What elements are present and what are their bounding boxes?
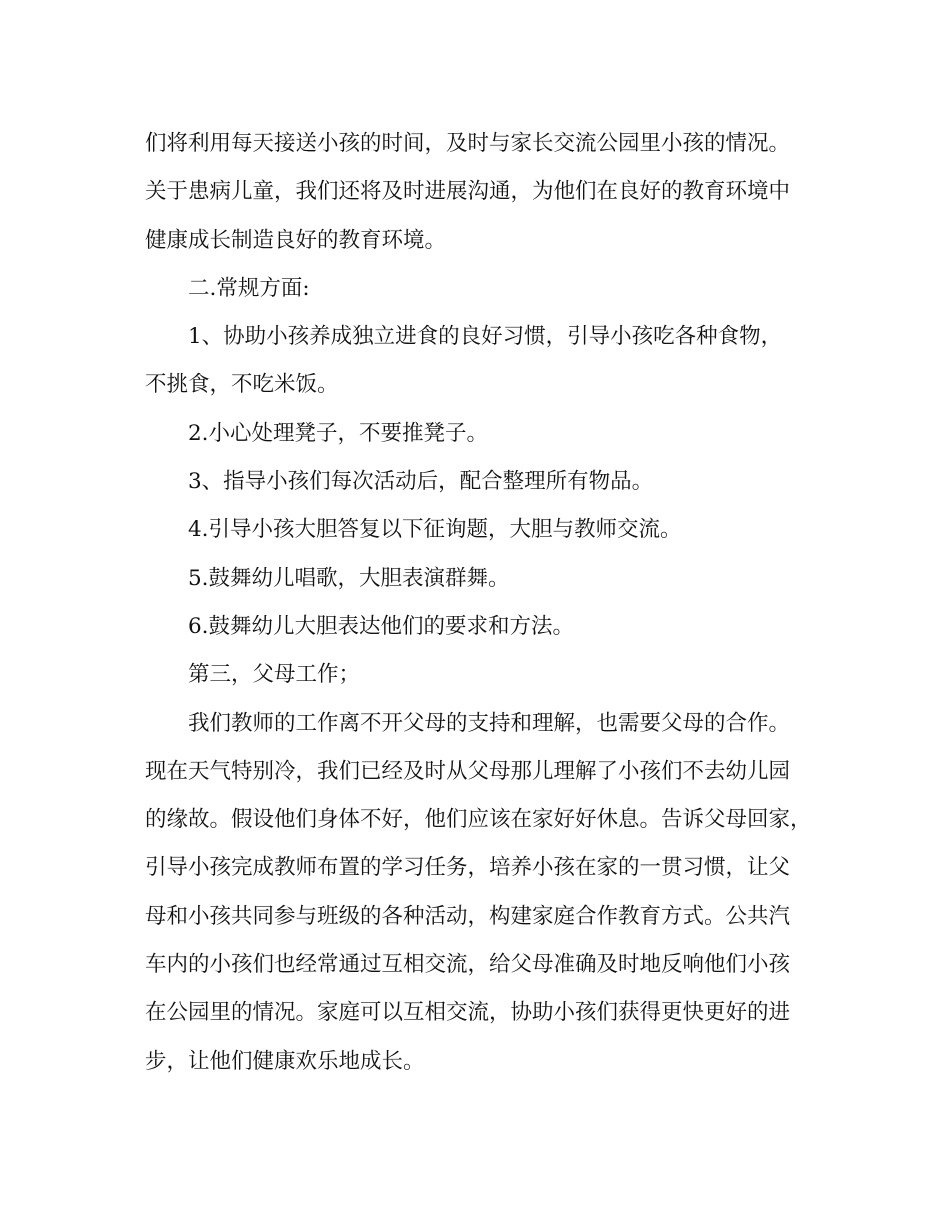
list-item-1: 1、协助小孩养成独立进食的良好习惯，引导小孩吃各种食物， xyxy=(188,324,783,350)
paragraph-line-2: 现在天气特别冷，我们已经及时从父母那儿理解了小孩们不去幼儿园 xyxy=(145,758,791,784)
list-item-2: 2.小心处理凳子，不要推凳子。 xyxy=(188,420,489,446)
section-heading-routine: 二.常规方面: xyxy=(188,275,310,301)
list-item-1-continued: 不挑食，不吃米饭。 xyxy=(145,372,339,398)
paragraph-line-7: 在公园里的情况。家庭可以互相交流，协助小孩们获得更快更好的进 xyxy=(145,1000,791,1026)
document-body xyxy=(145,120,815,1086)
paragraph-line-3: 的缘故。假设他们身体不好，他们应该在家好好休息。告诉父母回家， xyxy=(145,807,812,833)
list-item-3: 3、指导小孩们每次活动后，配合整理所有物品。 xyxy=(188,469,654,495)
list-item-6: 6.鼓舞幼儿大胆表达他们的要求和方法。 xyxy=(188,613,575,639)
paragraph-line-4: 引导小孩完成教师布置的学习任务，培养小孩在家的一贯习惯，让父 xyxy=(145,855,791,881)
section-heading-parents: 第三，父母工作； xyxy=(188,662,361,688)
text-line-1: 们将利用每天接送小孩的时间，及时与家长交流公园里小孩的情况。 xyxy=(145,131,791,156)
paragraph-line-8: 步，让他们健康欢乐地成长。 xyxy=(145,1048,425,1074)
list-item-5: 5.鼓舞幼儿唱歌，大胆表演群舞。 xyxy=(188,565,510,591)
text-line-3: 健康成长制造良好的教育环境。 xyxy=(145,227,447,253)
text-line-2: 关于患病儿童，我们还将及时进展沟通，为他们在良好的教育环境中 xyxy=(145,179,791,205)
list-item-4: 4.引导小孩大胆答复以下征询题，大胆与教师交流。 xyxy=(188,517,682,543)
paragraph-line-6: 车内的小孩们也经常通过互相交流，给父母准确及时地反响他们小孩 xyxy=(145,952,791,978)
paragraph-line-1: 我们教师的工作离不开父母的支持和理解，也需要父母的合作。 xyxy=(188,710,791,736)
paragraph-line-5: 母和小孩共同参与班级的各种活动，构建家庭合作教育方式。公共汽 xyxy=(145,903,791,929)
